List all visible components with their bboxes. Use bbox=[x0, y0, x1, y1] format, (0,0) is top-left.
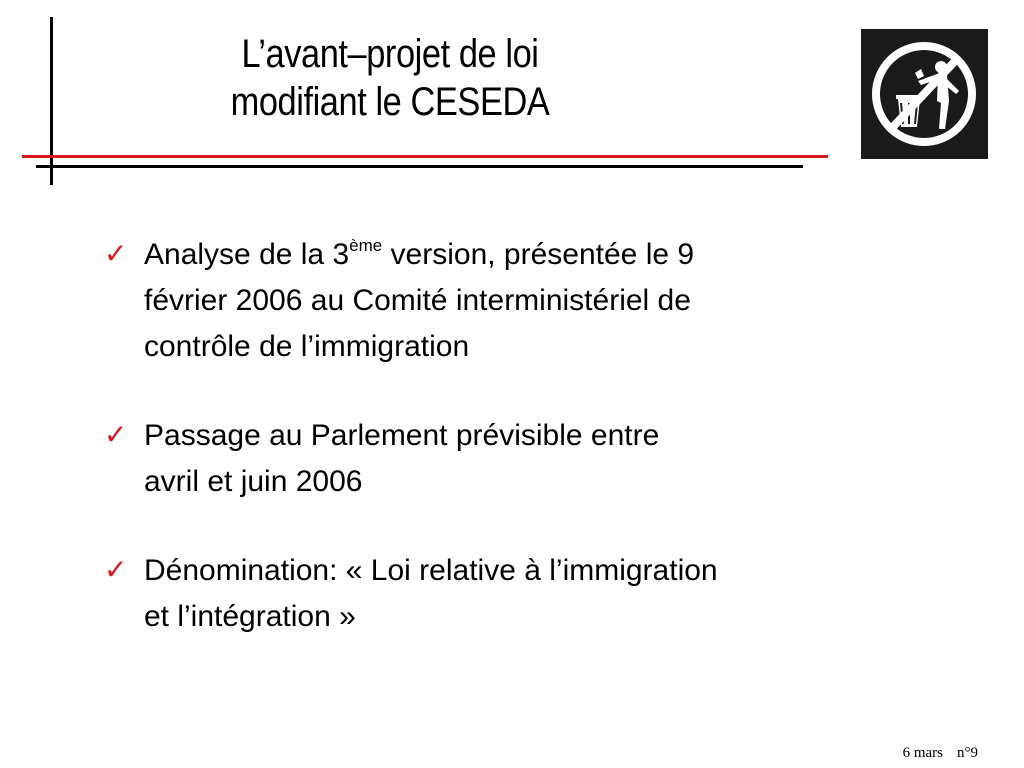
bullet-item bbox=[104, 413, 924, 505]
bullet-list bbox=[104, 232, 924, 683]
bullet-text bbox=[144, 419, 659, 498]
bullet-text-line: Dénomination: « Loi relative à l’immigration bbox=[144, 554, 718, 587]
bullet-text-part: version, présentée le 9 bbox=[382, 238, 695, 271]
checkmark-icon: ✓ bbox=[104, 418, 128, 451]
bullet-text-line: avril et juin 2006 bbox=[144, 465, 363, 498]
no-littering-icon bbox=[861, 29, 988, 159]
slide-title-line-1: L’avant–projet de loi bbox=[241, 32, 539, 76]
decorative-black-rule bbox=[36, 165, 803, 168]
decorative-red-rule bbox=[22, 155, 828, 158]
bullet-text-part: Analyse de la 3 bbox=[144, 238, 350, 271]
bullet-text bbox=[144, 554, 718, 633]
checkmark-icon: ✓ bbox=[104, 237, 128, 270]
bullet-text-line: Passage au Parlement prévisible entre bbox=[144, 419, 660, 452]
bullet-text-line: contrôle de l’immigration bbox=[144, 330, 470, 363]
checkmark-icon: ✓ bbox=[104, 553, 128, 586]
bullet-superscript: ème bbox=[349, 236, 383, 255]
bullet-item bbox=[104, 548, 924, 640]
slide-number: n°9 bbox=[957, 745, 978, 761]
no-littering-symbol bbox=[861, 29, 988, 159]
slide-title-line-2: modifiant le CESEDA bbox=[230, 80, 550, 124]
footer-date: 6 mars bbox=[902, 745, 943, 761]
decorative-vertical-line bbox=[50, 17, 53, 185]
bullet-text bbox=[144, 238, 694, 363]
bullet-item bbox=[104, 232, 924, 370]
bullet-text-line: et l’intégration » bbox=[144, 600, 356, 633]
slide-footer bbox=[903, 745, 978, 762]
bullet-text-line: février 2006 au Comité interministériel de bbox=[144, 284, 691, 317]
slide-title bbox=[201, 30, 579, 126]
